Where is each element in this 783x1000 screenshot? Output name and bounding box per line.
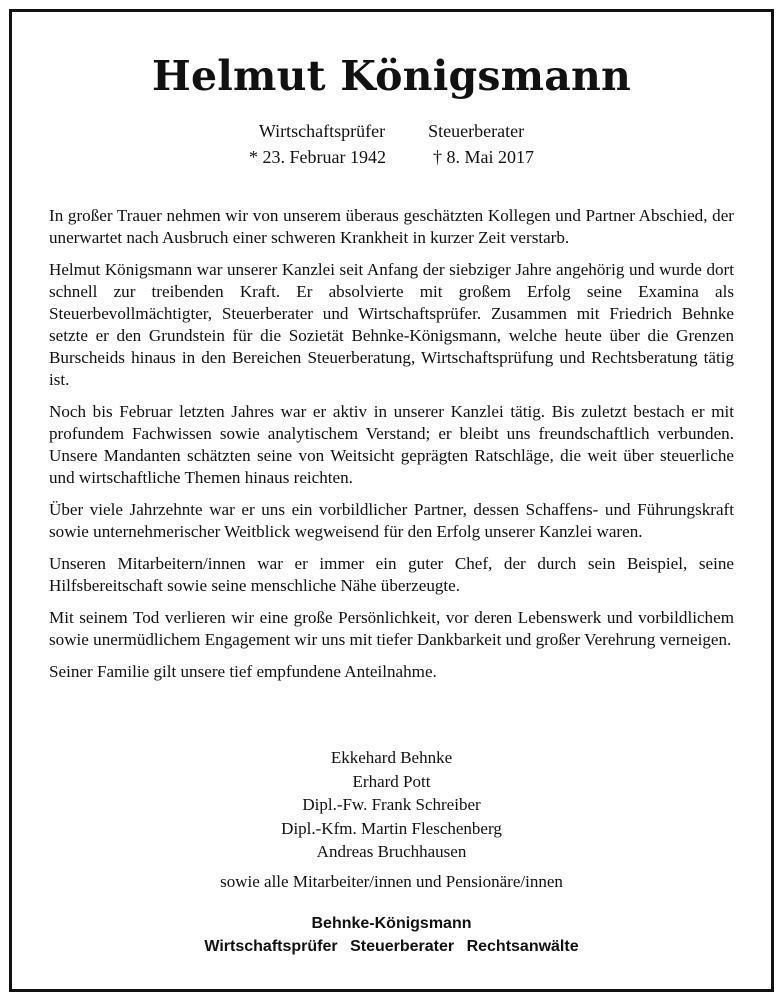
dates-line: [0, 147, 783, 168]
paragraph-4: Über viele Jahrzehnte war er uns ein vorbildlicher Partner, dessen Schaffens- und Führungskraft sowie unternehmerischer Weitblick wegweisend für den Erfolg unserer Kanzlei waren.: [49, 500, 734, 541]
profession-1: Wirtschaftsprüfer: [258, 121, 386, 141]
paragraph-2: Helmut Königsmann war unserer Kanzlei seit Anfang der siebziger Jahre angehörig und wurde dort schnell zur treibenden Kraft. Er absolvierte mit großem Erfolg seine Examina als Steuerbevollmächtigter, Steuerberater und Wirtschaftsprüfer. Zusammen mit Friedrich Behnke setzte er den Grundstein für die Sozietät Behnke-Königsmann, welche heute über die Grenzen Burscheids hinaus in den Bereichen Steuerberatung, Wirtschaftsprüfung und Rechtsberatung tätig ist.: [49, 260, 734, 389]
signatory: Dipl.-Kfm. Martin Fleschenberg: [281, 818, 502, 838]
paragraph-5: Unseren Mitarbeitern/innen war er immer ein guter Chef, der durch sein Beispiel, seine Hilfsbereitschaft sowie seine menschliche Nähe überzeugte.: [49, 554, 734, 595]
staff-line: sowie alle Mitarbeiter/innen und Pensionäre/innen: [220, 872, 563, 891]
signatories: [0, 746, 783, 864]
signatory: Andreas Bruchhausen: [316, 842, 467, 861]
paragraph-3: Noch bis Februar letzten Jahres war er aktiv in unserer Kanzlei tätig. Bis zuletzt bestach er mit profundem Fachwissen sowie analytischem Verstand; er bleibt uns freundschaftlich verbunden. Unsere Mandanten schätzten seine von Weitsicht geprägten Ratschläge, die weit über steuerliche und wirtschaftliche Themen hinaus reichten.: [49, 402, 734, 487]
paragraph-6: Mit seinem Tod verlieren wir eine große Persönlichkeit, vor deren Lebenswerk und vorbildlichem sowie unermüdlichem Engagement wir uns mit tiefer Dankbarkeit und großer Verehrung verneigen.: [49, 608, 734, 649]
death-date: † 8. Mai 2017: [432, 147, 534, 167]
birth-date: * 23. Februar 1942: [249, 147, 386, 167]
firm-role: Steuerberater: [350, 938, 455, 955]
professions-line: [0, 121, 783, 142]
paragraph-1: In großer Trauer nehmen wir von unserem überaus geschätzten Kollegen und Partner Abschied, der unerwartet nach Ausbruch einer schweren Krankheit in kurzer Zeit verstarb.: [49, 206, 734, 247]
paragraph-7: Seiner Familie gilt unsere tief empfundene Anteilnahme.: [49, 662, 437, 681]
signatory: Dipl.-Fw. Frank Schreiber: [302, 795, 481, 814]
signatory: Erhard Pott: [352, 771, 431, 791]
deceased-name: Helmut Königsmann: [152, 52, 631, 100]
firm-role: Wirtschaftsprüfer: [204, 938, 338, 955]
firm-block: [0, 912, 783, 958]
signatory: Ekkehard Behnke: [330, 748, 453, 767]
firm-role: Rechtsanwälte: [466, 938, 579, 955]
profession-2: Steuerberater: [428, 121, 525, 141]
firm-roles: [0, 935, 783, 958]
firm-name: Behnke-Königsmann: [311, 915, 472, 932]
obituary-text: [49, 205, 734, 693]
